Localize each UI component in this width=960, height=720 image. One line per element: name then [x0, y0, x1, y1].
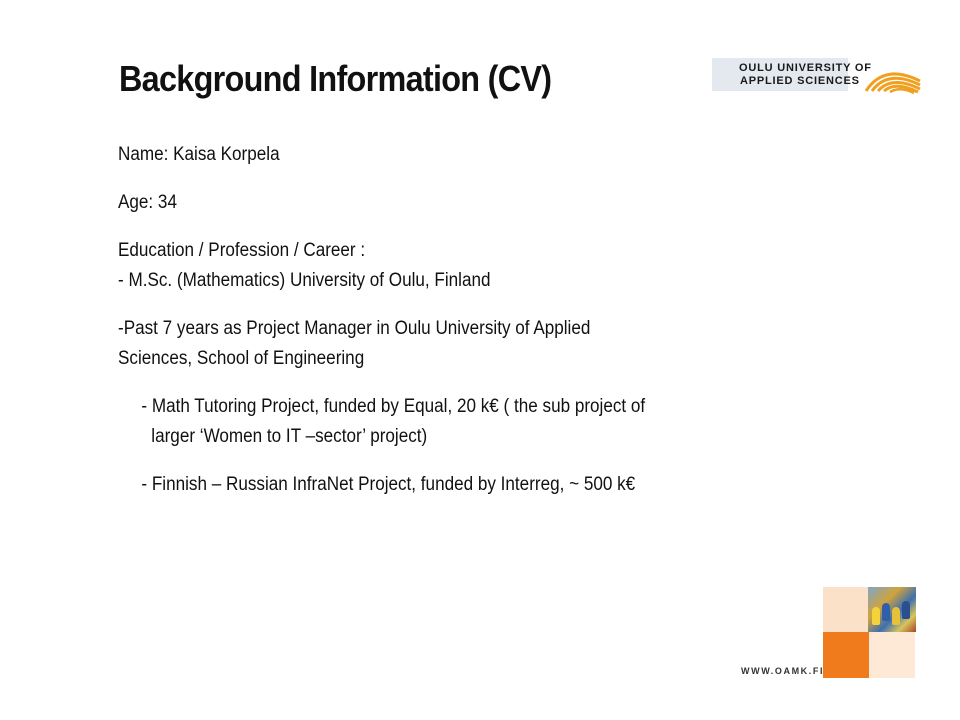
cv-project-2 — [118, 470, 694, 500]
past-line-1: -Past 7 years as Project Manager in Oulu University of Applied — [118, 318, 591, 339]
education-detail: - M.Sc. (Mathematics) University of Oulu, Finland — [118, 270, 491, 291]
project1-line-1: - Math Tutoring Project, funded by Equal, 20 k€ ( the sub project of — [141, 396, 646, 417]
slide-title: Background Information (CV) — [119, 58, 552, 99]
decor-square-light-bottom — [869, 632, 915, 678]
cv-project-1 — [118, 392, 694, 452]
cv-age — [118, 188, 694, 218]
cv-content — [118, 140, 694, 518]
group-photo — [868, 587, 916, 632]
sunrise-arcs-icon — [862, 57, 924, 95]
website-url: WWW.OAMK.FI — [741, 666, 825, 676]
education-heading: Education / Profession / Career : — [118, 240, 366, 261]
cv-education — [118, 236, 694, 296]
cv-name — [118, 140, 694, 170]
decor-square-light-top — [823, 587, 868, 632]
cv-past-experience — [118, 314, 694, 374]
decor-square-orange — [823, 632, 869, 678]
logo-line-1: OULU UNIVERSITY OF — [739, 62, 872, 74]
university-logo — [712, 57, 922, 95]
project1-line-2: larger ‘Women to IT –sector’ project) — [151, 426, 428, 447]
logo-text — [739, 62, 872, 88]
project2-line: - Finnish – Russian InfraNet Project, funded by Interreg, ~ 500 k€ — [141, 474, 636, 495]
past-line-2: Sciences, School of Engineering — [118, 348, 365, 369]
logo-line-2: APPLIED SCIENCES — [740, 75, 860, 87]
name-text: Name: Kaisa Korpela — [118, 144, 280, 165]
age-text: Age: 34 — [118, 192, 177, 213]
